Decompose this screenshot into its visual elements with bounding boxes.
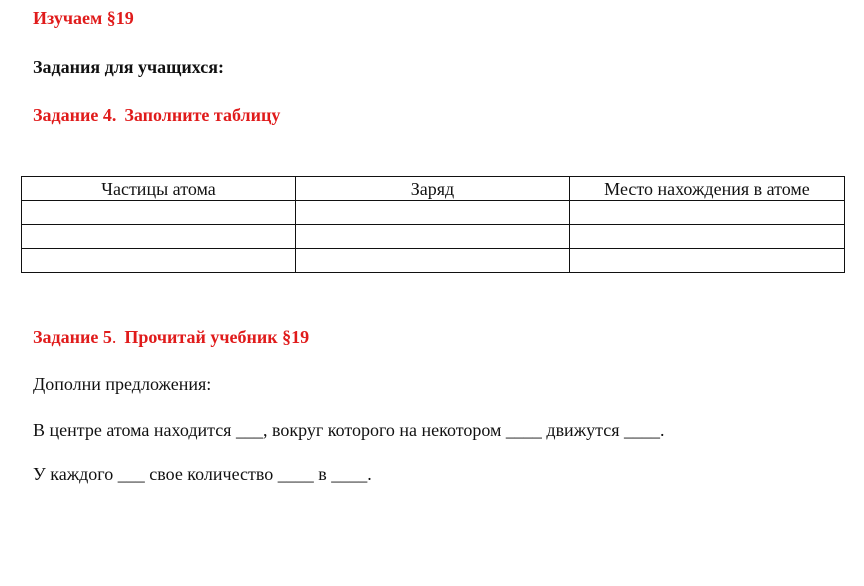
- table-header-location: Место нахождения в атоме: [570, 177, 845, 201]
- task-4-instruction: Заполните таблицу: [124, 105, 281, 125]
- fill-in-sentence-2: У каждого ___ свое количество ____ в ____.: [33, 464, 372, 484]
- task-5-label: Задание 5: [33, 327, 112, 347]
- table-row: [22, 225, 845, 249]
- table-cell[interactable]: [22, 201, 296, 225]
- table-row: [22, 249, 845, 273]
- tasks-subheading: Задания для учащихся:: [33, 57, 224, 77]
- fill-in-prompt: Дополни предложения:: [33, 374, 212, 394]
- table-cell[interactable]: [296, 225, 570, 249]
- table-header-particles: Частицы атома: [22, 177, 296, 201]
- table-cell[interactable]: [570, 225, 845, 249]
- particles-table: [21, 176, 845, 273]
- task-4-title: [33, 105, 280, 126]
- table-header-charge: Заряд: [296, 177, 570, 201]
- table-cell[interactable]: [570, 201, 845, 225]
- task-5-dot: .: [111, 327, 117, 347]
- page-heading: Изучаем §19: [33, 8, 134, 28]
- task-5-title: [33, 327, 309, 348]
- table-cell[interactable]: [22, 249, 296, 273]
- table-cell[interactable]: [296, 249, 570, 273]
- table-cell[interactable]: [296, 201, 570, 225]
- table-cell[interactable]: [22, 225, 296, 249]
- table-cell[interactable]: [570, 249, 845, 273]
- table-row: [22, 201, 845, 225]
- fill-in-sentence-1: В центре атома находится ___, вокруг которого на некотором ____ движутся ____.: [33, 420, 665, 440]
- table-header-row: [22, 177, 845, 201]
- task-5-instruction: Прочитай учебник §19: [124, 327, 310, 347]
- task-4-label: Задание 4.: [33, 105, 117, 125]
